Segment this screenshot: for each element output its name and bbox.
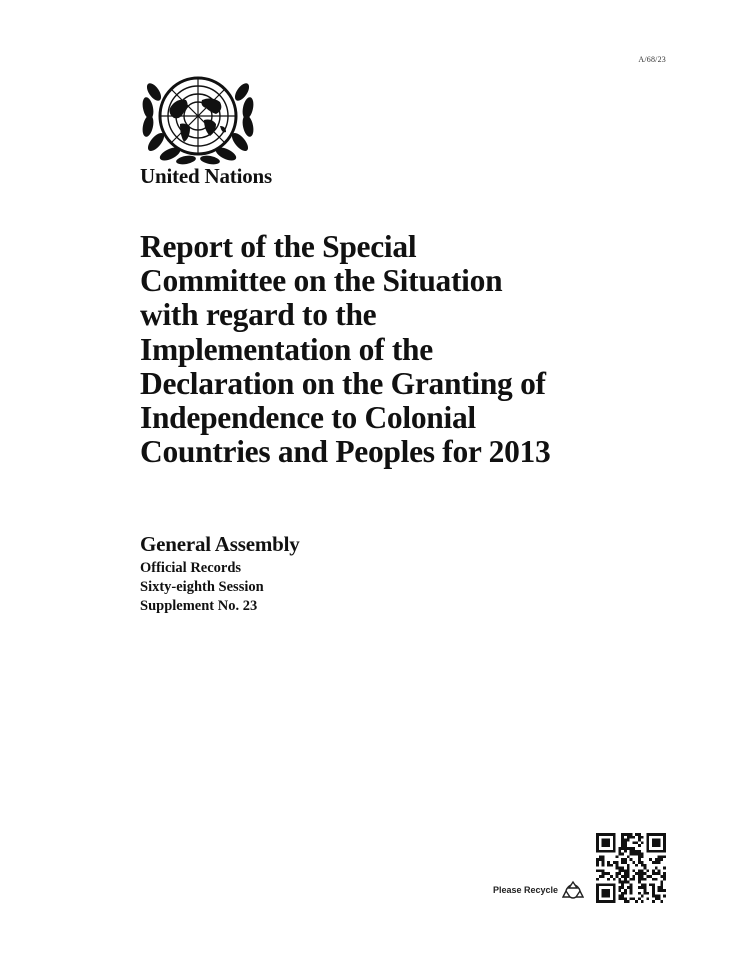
qr-code [596,833,666,903]
title-line: Declaration on the Granting of [140,365,546,401]
title-line: Countries and Peoples for 2013 [140,434,551,470]
supplement-label: Supplement No. 23 [140,598,258,614]
title-line: Implementation of the [140,331,433,367]
title-line: with regard to the [140,297,377,333]
body-name: General Assembly [140,532,300,556]
title-line: Independence to Colonial [140,400,476,436]
recycle-icon [562,880,584,900]
document-symbol: A/68/23 [638,55,666,64]
records-label: Official Records [140,560,242,576]
un-emblem-icon [140,70,256,166]
title-line: Report of the Special [140,229,417,264]
report-title [140,230,610,469]
records-block [140,559,264,616]
organization-name: United Nations [140,164,272,188]
recycle-notice [493,880,584,900]
title-line: Committee on the Situation [140,263,503,299]
session-label: Sixty-eighth Session [140,579,264,595]
recycle-text: Please Recycle [493,885,559,895]
